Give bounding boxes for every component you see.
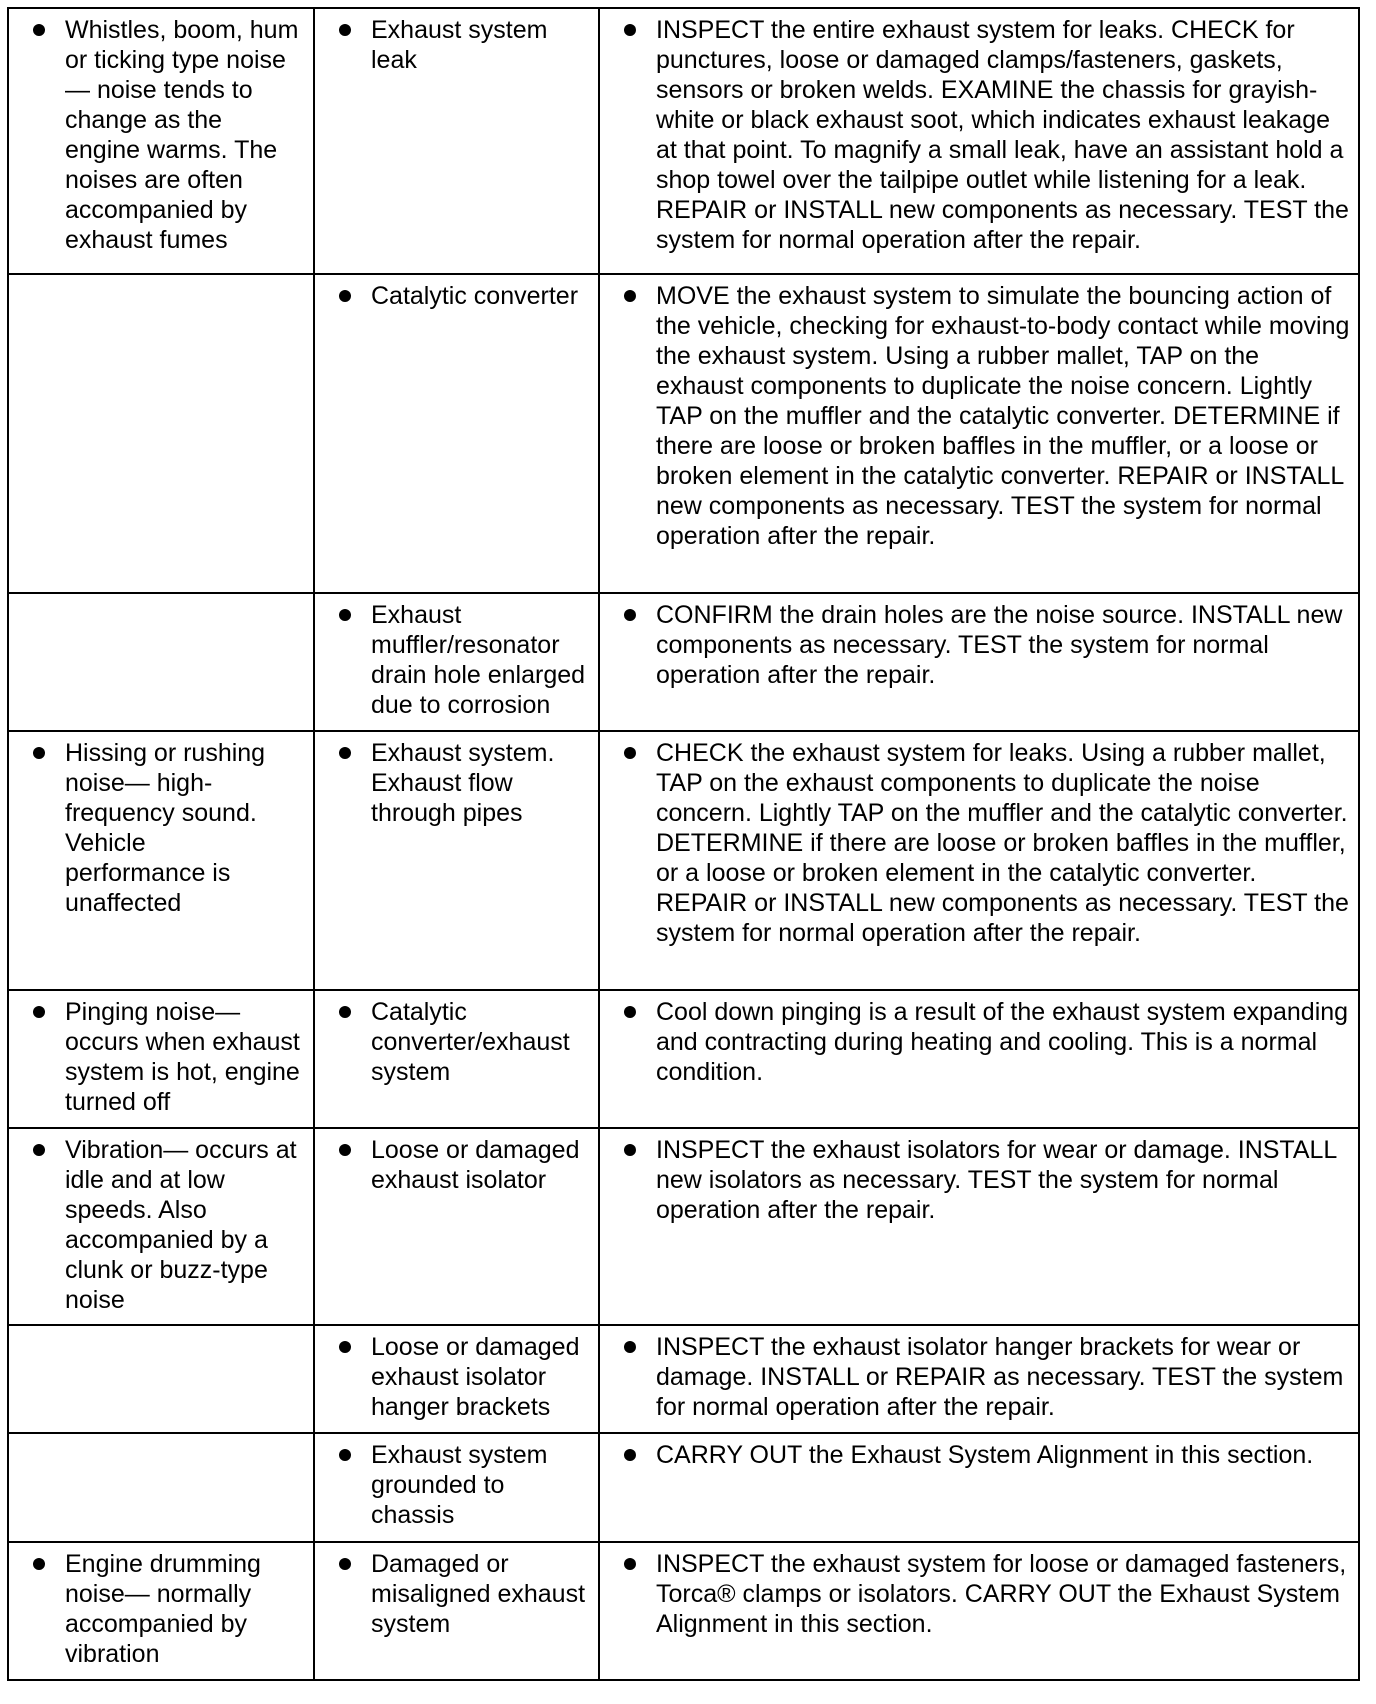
bullet-icon (339, 290, 351, 302)
source-text: Exhaust system leak (371, 16, 548, 74)
bullet-icon (33, 747, 45, 759)
condition-text: Vibration— occurs at idle and at low speeds. Also accompanied by a clunk or buzz-type noise (65, 1136, 297, 1314)
source-cell (314, 593, 599, 731)
condition-text: Pinging noise— occurs when exhaust system is hot, engine turned off (65, 998, 300, 1116)
source-cell (314, 8, 599, 274)
condition-cell (8, 1325, 314, 1433)
source-text: Exhaust muffler/resonator drain hole enlarged due to corrosion (371, 601, 586, 719)
action-cell (599, 1542, 1359, 1680)
action-cell (599, 1325, 1359, 1433)
condition-cell (8, 8, 314, 274)
condition-cell (8, 731, 314, 990)
action-text: MOVE the exhaust system to simulate the bouncing action of the vehicle, checking for exhaust-to-body contact while moving the exhaust system. Using a rubber mallet, TAP on the exhaust components to duplicate the noise concern. Lightly TAP on the muffler and the catalytic converter. DETERMINE if there are loose or broken baffles in the muffler, or a loose or broken element in the catalytic converter. REPAIR or INSTALL new components as necessary. TEST the system for normal operation after the repair. (656, 282, 1350, 550)
action-text: INSPECT the exhaust isolators for wear or damage. INSTALL new isolators as necessary. TEST the system for normal operation after the repair. (656, 1136, 1337, 1224)
table-row (8, 1433, 1359, 1542)
condition-cell (8, 990, 314, 1128)
condition-cell (8, 1433, 314, 1542)
bullet-icon (624, 1341, 636, 1353)
table-row (8, 731, 1359, 990)
condition-cell (8, 593, 314, 731)
bullet-icon (33, 1558, 45, 1570)
source-cell (314, 731, 599, 990)
source-text: Exhaust system grounded to chassis (371, 1441, 548, 1529)
bullet-icon (339, 24, 351, 36)
source-cell (314, 1433, 599, 1542)
action-text: INSPECT the exhaust system for loose or damaged fasteners, Torca® clamps or isolators. CARRY OUT the Exhaust System Alignment in this section. (656, 1550, 1347, 1638)
bullet-icon (624, 290, 636, 302)
table-row (8, 274, 1359, 593)
source-cell (314, 1542, 599, 1680)
bullet-icon (624, 1144, 636, 1156)
action-text: INSPECT the entire exhaust system for leaks. CHECK for punctures, loose or damaged clamps/fasteners, gaskets, sensors or broken welds. EXAMINE the chassis for grayish-white or black exhaust soot, which indicates exhaust leakage at that point. To magnify a small leak, have an assistant hold a shop towel over the tailpipe outlet while listening for a leak. REPAIR or INSTALL new components as necessary. TEST the system for normal operation after the repair. (656, 16, 1349, 254)
bullet-icon (339, 1144, 351, 1156)
bullet-icon (339, 1449, 351, 1461)
bullet-icon (339, 609, 351, 621)
condition-text: Whistles, boom, hum or ticking type noise— noise tends to change as the engine warms. The noises are often accompanied by exhaust fumes (65, 16, 299, 254)
bullet-icon (339, 1006, 351, 1018)
bullet-icon (624, 1558, 636, 1570)
bullet-icon (339, 747, 351, 759)
bullet-icon (339, 1558, 351, 1570)
condition-text: Engine drumming noise— normally accompanied by vibration (65, 1550, 261, 1668)
source-cell (314, 990, 599, 1128)
condition-cell (8, 1128, 314, 1325)
condition-cell (8, 1542, 314, 1680)
bullet-icon (624, 609, 636, 621)
source-text: Catalytic converter (371, 282, 579, 310)
action-text: Cool down pinging is a result of the exhaust system expanding and contracting during heating and cooling. This is a normal condition. (656, 998, 1349, 1086)
action-text: CARRY OUT the Exhaust System Alignment in this section. (656, 1441, 1314, 1469)
action-text: INSPECT the exhaust isolator hanger brackets for wear or damage. INSTALL or REPAIR as necessary. TEST the system for normal operation after the repair. (656, 1333, 1344, 1421)
table-row (8, 1128, 1359, 1325)
bullet-icon (33, 1006, 45, 1018)
source-text: Loose or damaged exhaust isolator (371, 1136, 580, 1194)
bullet-icon (33, 24, 45, 36)
source-cell (314, 1128, 599, 1325)
table-row (8, 990, 1359, 1128)
table-row (8, 1325, 1359, 1433)
action-text: CHECK the exhaust system for leaks. Using a rubber mallet, TAP on the exhaust components to duplicate the noise concern. Lightly TAP on the muffler and the catalytic converter. DETERMINE if there are loose or broken baffles in the muffler, or a loose or broken element in the catalytic converter. REPAIR or INSTALL new components as necessary. TEST the system for normal operation after the repair. (656, 739, 1349, 947)
diagnosis-table (7, 7, 1360, 1681)
action-cell (599, 274, 1359, 593)
action-cell (599, 1128, 1359, 1325)
bullet-icon (339, 1341, 351, 1353)
source-text: Loose or damaged exhaust isolator hanger brackets (371, 1333, 580, 1421)
action-cell (599, 593, 1359, 731)
source-text: Damaged or misaligned exhaust system (371, 1550, 586, 1638)
table-row (8, 8, 1359, 274)
condition-text: Hissing or rushing noise— high-frequency sound. Vehicle performance is unaffected (65, 739, 266, 917)
bullet-icon (624, 24, 636, 36)
action-cell (599, 990, 1359, 1128)
bullet-icon (624, 747, 636, 759)
bullet-icon (33, 1144, 45, 1156)
source-text: Exhaust system. Exhaust flow through pipes (371, 739, 555, 827)
table-row (8, 593, 1359, 731)
source-text: Catalytic converter/exhaust system (371, 998, 570, 1086)
source-cell (314, 1325, 599, 1433)
source-cell (314, 274, 599, 593)
table-row (8, 1542, 1359, 1680)
bullet-icon (624, 1449, 636, 1461)
action-cell (599, 731, 1359, 990)
action-cell (599, 1433, 1359, 1542)
action-text: CONFIRM the drain holes are the noise source. INSTALL new components as necessary. TEST the system for normal operation after the repair. (656, 601, 1343, 689)
bullet-icon (624, 1006, 636, 1018)
condition-cell (8, 274, 314, 593)
action-cell (599, 8, 1359, 274)
